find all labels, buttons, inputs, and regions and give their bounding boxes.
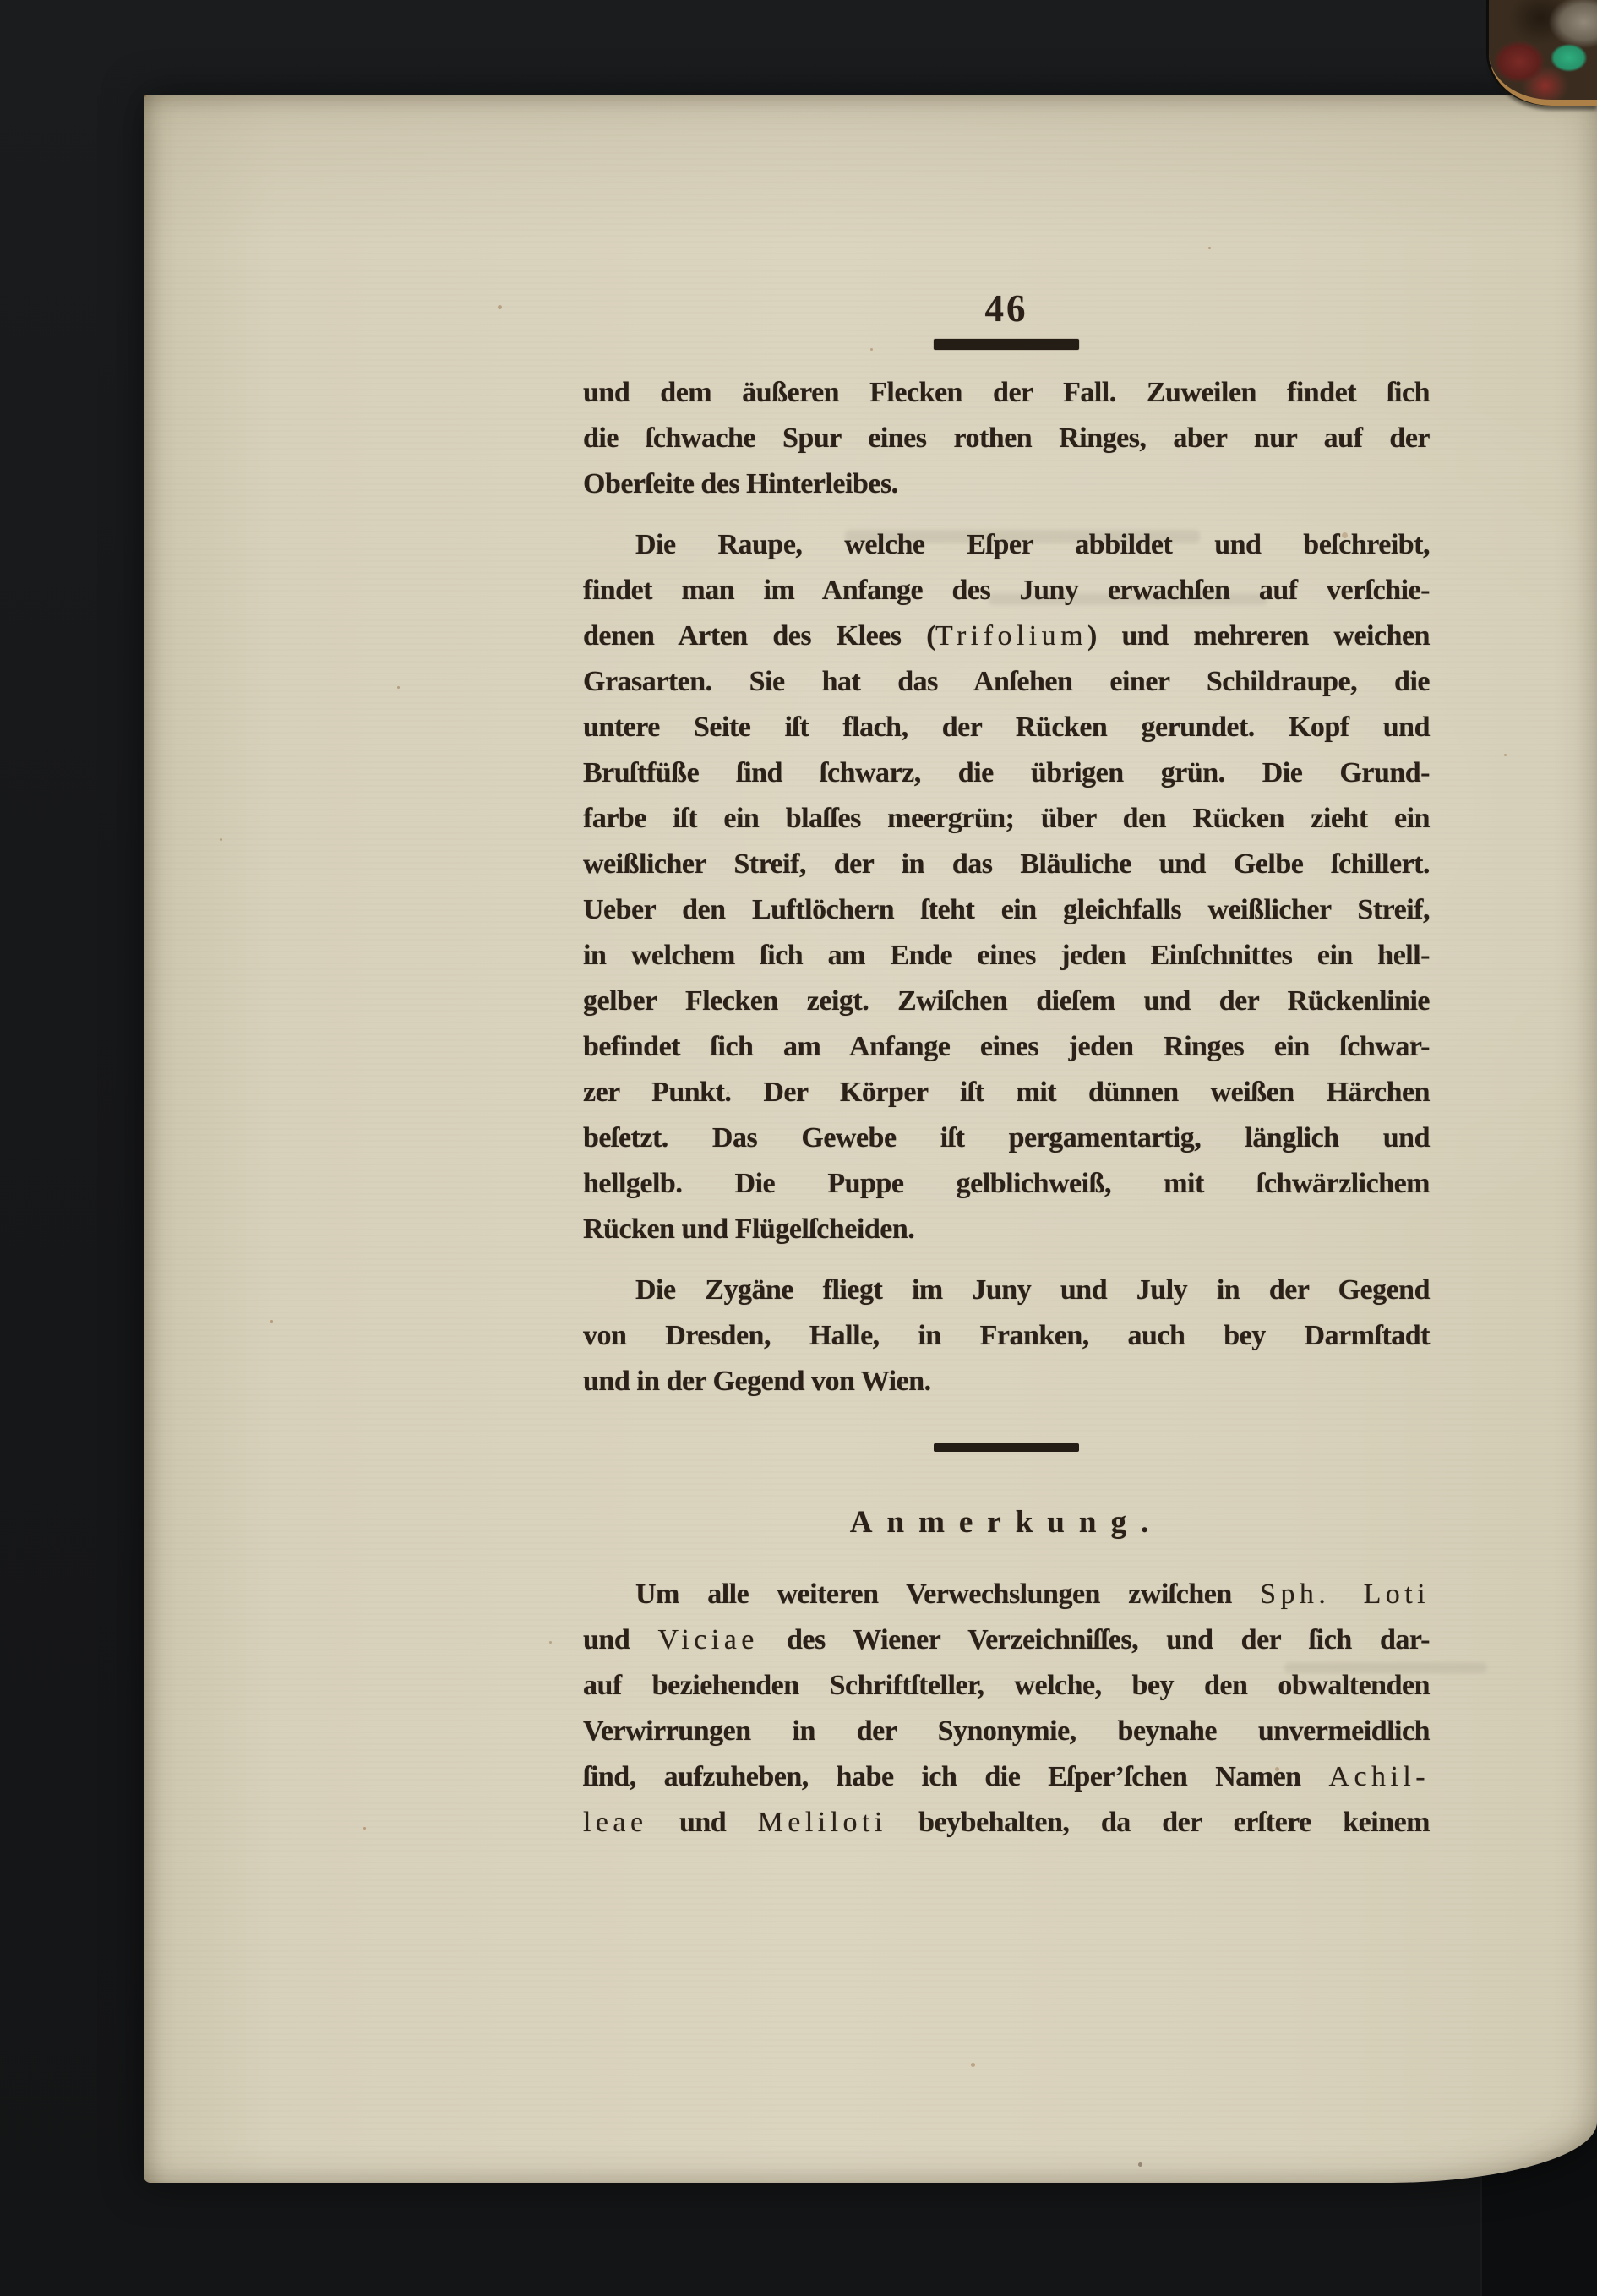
text-line [583,1359,1430,1404]
page-number-rule [934,339,1079,350]
marbled-cover-corner [1489,0,1597,106]
paragraph [583,370,1430,507]
fraktur-text: und in der Gegend von Wien. [583,1366,931,1397]
antiqua-text: Sph. Loti [1260,1579,1430,1611]
fraktur-text: und [583,1624,658,1656]
text-line [583,1115,1430,1161]
text-line [583,614,1430,659]
text-line [583,1663,1430,1709]
text-line [583,522,1430,568]
text-line [583,1207,1430,1252]
fraktur-text: und [647,1807,758,1839]
paragraph [583,1268,1430,1404]
text-line [583,933,1430,979]
text-line [583,1709,1430,1754]
fraktur-text: denen Arten des Klees ( [583,620,936,652]
section-divider-rule [934,1443,1079,1452]
text-line [583,1268,1430,1313]
fraktur-text: Verwirrungen in der Synonymie, beynahe unvermeidlich [583,1715,1430,1748]
fraktur-text: beſetzt. Das Gewebe iſt pergamentartig, länglich und [583,1122,1430,1153]
fraktur-text: Die Zygäne fliegt im Juny und July in der Gegend [635,1274,1430,1306]
section-heading: Anmerkung. [849,1505,1164,1540]
paragraph [583,1572,1430,1846]
text-line [583,1313,1430,1359]
text-line [583,1754,1430,1800]
fraktur-text: Ueber den Luftlöchern ſteht ein gleichfalls weißlicher Streif, [583,894,1430,925]
paragraph [583,522,1430,1252]
text-line [583,796,1430,842]
antiqua-text: Meliloti [757,1807,887,1839]
text-line [583,416,1430,461]
text-line [583,1572,1430,1617]
text-line [583,1070,1430,1115]
text-line [583,1800,1430,1846]
fraktur-text: Grasarten. Sie hat das Anſehen einer Schildraupe, die [583,666,1430,697]
fraktur-text: und dem äußeren Flecken der Fall. Zuweilen findet ſich [583,377,1430,408]
fraktur-text: hellgelb. Die Puppe gelblichweiß, mit ſchwärzlichem [583,1168,1430,1199]
fraktur-text: farbe iſt ein blaſſes meergrün; über den Rücken zieht ein [583,803,1430,834]
text-line [583,979,1430,1024]
fraktur-text: Die Raupe, welche Eſper abbildet und beſchreibt, [635,529,1430,560]
text-flow [583,370,1430,1846]
text-line [583,750,1430,796]
text-line [583,568,1430,614]
fraktur-text: Oberſeite des Hinterleibes. [583,468,898,499]
fraktur-text: in welchem ſich am Ende eines jeden Einſchnittes ein hell- [583,940,1430,971]
text-line [583,1161,1430,1207]
fraktur-text: die ſchwache Spur eines rothen Ringes, aber nur auf der [583,423,1430,454]
fraktur-text: ) und mehreren weichen [1087,620,1431,652]
text-line [583,659,1430,705]
fraktur-text: gelber Flecken zeigt. Zwiſchen dieſem und der Rückenlinie [583,985,1430,1017]
fraktur-text: beybehalten, da der erſtere keinem [886,1807,1430,1839]
fraktur-text: untere Seite iſt flach, der Rücken gerundet. Kopf und [583,712,1430,743]
fraktur-text: Bruſtfüße ſind ſchwarz, die übrigen grün. Die Grund- [583,757,1430,788]
antiqua-text: Achil- [1328,1761,1430,1793]
text-line [583,842,1430,887]
antiqua-text: Trifolium [935,620,1087,652]
book-page [144,95,1597,2183]
fraktur-text: befindet ſich am Anfange eines jeden Ringes ein ſchwar- [583,1031,1430,1062]
antiqua-text: Viciae [657,1624,759,1656]
fraktur-text: findet man im Anfange des Juny erwachſen auf verſchie- [583,575,1430,606]
text-line [583,1617,1430,1663]
fraktur-text: Um alle weiteren Verwechslungen zwiſchen [635,1579,1261,1611]
fraktur-text: auf beziehenden Schriftſteller, welche, bey den obwaltenden [583,1670,1430,1702]
fraktur-text: Rücken und Flügelſcheiden. [583,1213,915,1245]
page-number: 46 [984,287,1028,330]
paper-specks [144,95,146,97]
antiqua-text: leae [583,1807,648,1839]
fraktur-text: des Wiener Verzeichniſſes, und der ſich dar- [758,1624,1431,1656]
fraktur-text: ſind, aufzuheben, habe ich die Eſper’ſchen Namen [583,1761,1329,1793]
text-column [583,287,1431,1846]
text-line [583,1024,1430,1070]
fraktur-text: weißlicher Streif, der in das Bläuliche und Gelbe ſchillert. [583,848,1430,880]
text-line [583,887,1430,933]
text-line [583,461,1430,507]
fraktur-text: zer Punkt. Der Körper iſt mit dünnen weißen Härchen [583,1077,1430,1108]
text-line [583,705,1430,750]
text-line [583,370,1430,416]
fraktur-text: von Dresden, Halle, in Franken, auch bey Darmſtadt [583,1320,1430,1351]
